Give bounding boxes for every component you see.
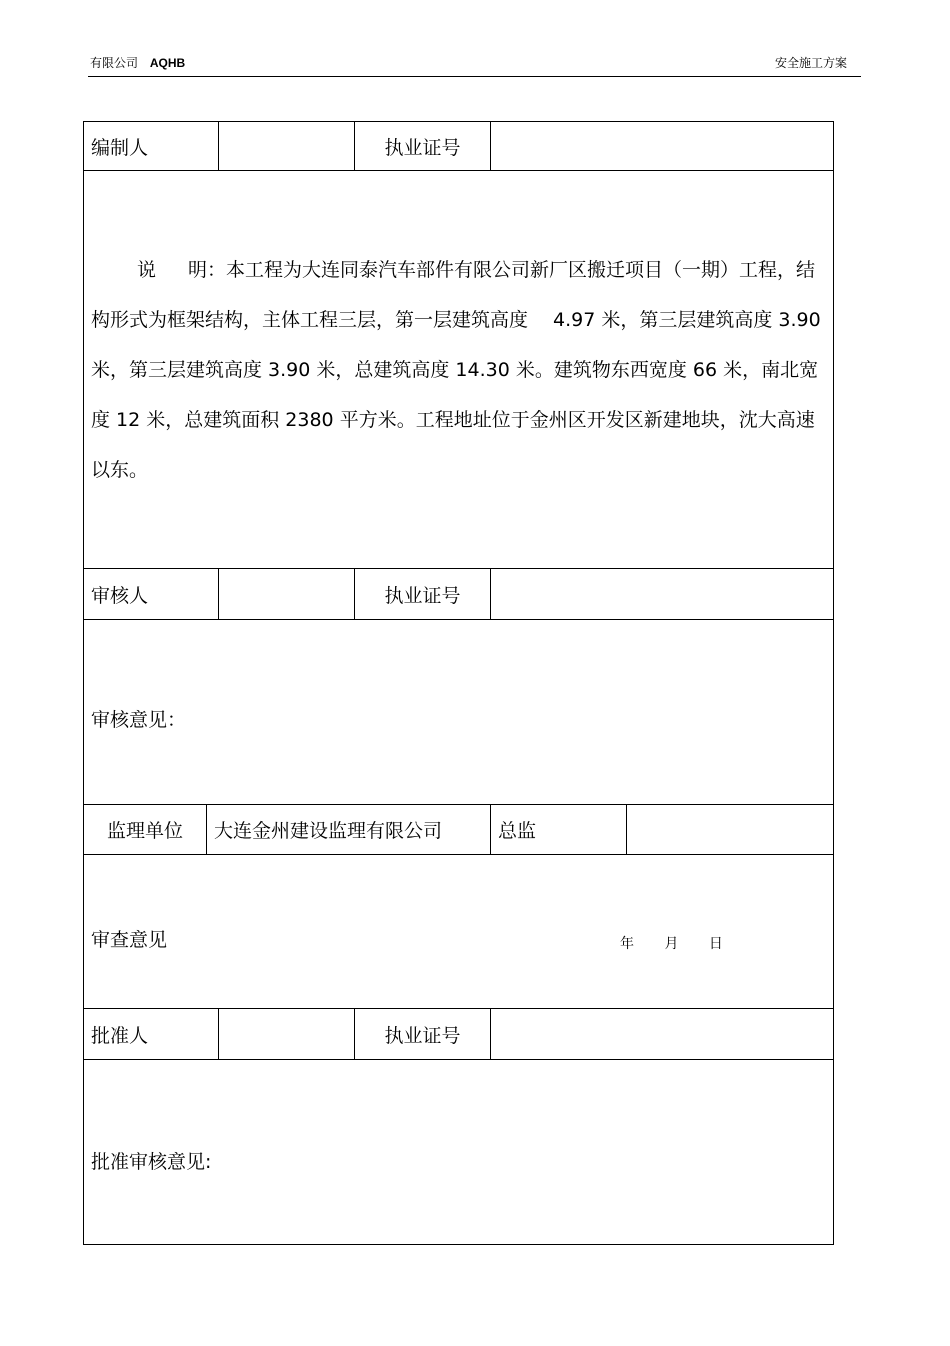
approver-value[interactable] [219, 1009, 355, 1060]
inspection-date [620, 933, 749, 953]
document-code: AQHB [149, 56, 186, 70]
inspection-opinion-label: 审查意见 [91, 929, 168, 951]
approval-opinion-label: 批准审核意见: [91, 1150, 212, 1173]
inspection-opinion-cell[interactable] [84, 855, 834, 1009]
compiler-cert-label: 执业证号 [355, 122, 491, 171]
approver-label: 批准人 [84, 1009, 219, 1060]
compiler-label: 编制人 [84, 122, 219, 171]
date-year: 年 [620, 936, 634, 952]
compiler-cert-value[interactable] [491, 122, 834, 171]
reviewer-cert-label: 执业证号 [355, 569, 491, 620]
description-label-1: 说 [137, 258, 157, 281]
document-title: 安全施工方案 [774, 56, 847, 70]
compiler-value[interactable] [219, 122, 355, 171]
company-name: 有限公司 [90, 56, 139, 70]
description-text: 本工程为大连同泰汽车部件有限公司新厂区搬迁项目（一期）工程，结构形式为框架结构，主体工程三层，第一层建筑高度 4.97 米，第三层建筑高度 3.90 米，第三层建筑高度 3.90 米，总建筑高度 14.30 米。建筑物东西宽度 66 米，南北宽度 12 米，总建筑面积 2380 平方米。工程地址位于金州区开发区新建地块，沈大高速以东。 [91, 258, 821, 481]
header-divider [88, 76, 861, 77]
date-day: 日 [708, 936, 723, 952]
approval-opinion-cell[interactable] [84, 1060, 834, 1245]
review-opinion-row [84, 620, 834, 805]
approval-opinion-row [84, 1060, 834, 1245]
approver-cert-value[interactable] [491, 1009, 834, 1060]
description-label-2: 明： [188, 258, 227, 281]
supervisor-unit-label: 监理单位 [84, 805, 207, 855]
approval-form-table [83, 121, 834, 1245]
review-opinion-label: 审核意见： [91, 708, 187, 731]
supervisor-unit-value: 大连金州建设监理有限公司 [207, 805, 491, 855]
chief-supervisor-label: 总监 [491, 805, 627, 855]
description-cell [84, 171, 834, 569]
header-company [90, 54, 185, 71]
review-opinion-cell[interactable] [84, 620, 834, 805]
description-row [84, 171, 834, 569]
reviewer-cert-value[interactable] [491, 569, 834, 620]
reviewer-label: 审核人 [84, 569, 219, 620]
approver-row [84, 1009, 834, 1060]
reviewer-row [84, 569, 834, 620]
reviewer-value[interactable] [219, 569, 355, 620]
supervisor-row [84, 805, 834, 855]
chief-supervisor-value[interactable] [627, 805, 834, 855]
date-month: 月 [664, 936, 679, 952]
approver-cert-label: 执业证号 [355, 1009, 491, 1060]
compiler-row [84, 122, 834, 171]
inspection-opinion-row [84, 855, 834, 1009]
